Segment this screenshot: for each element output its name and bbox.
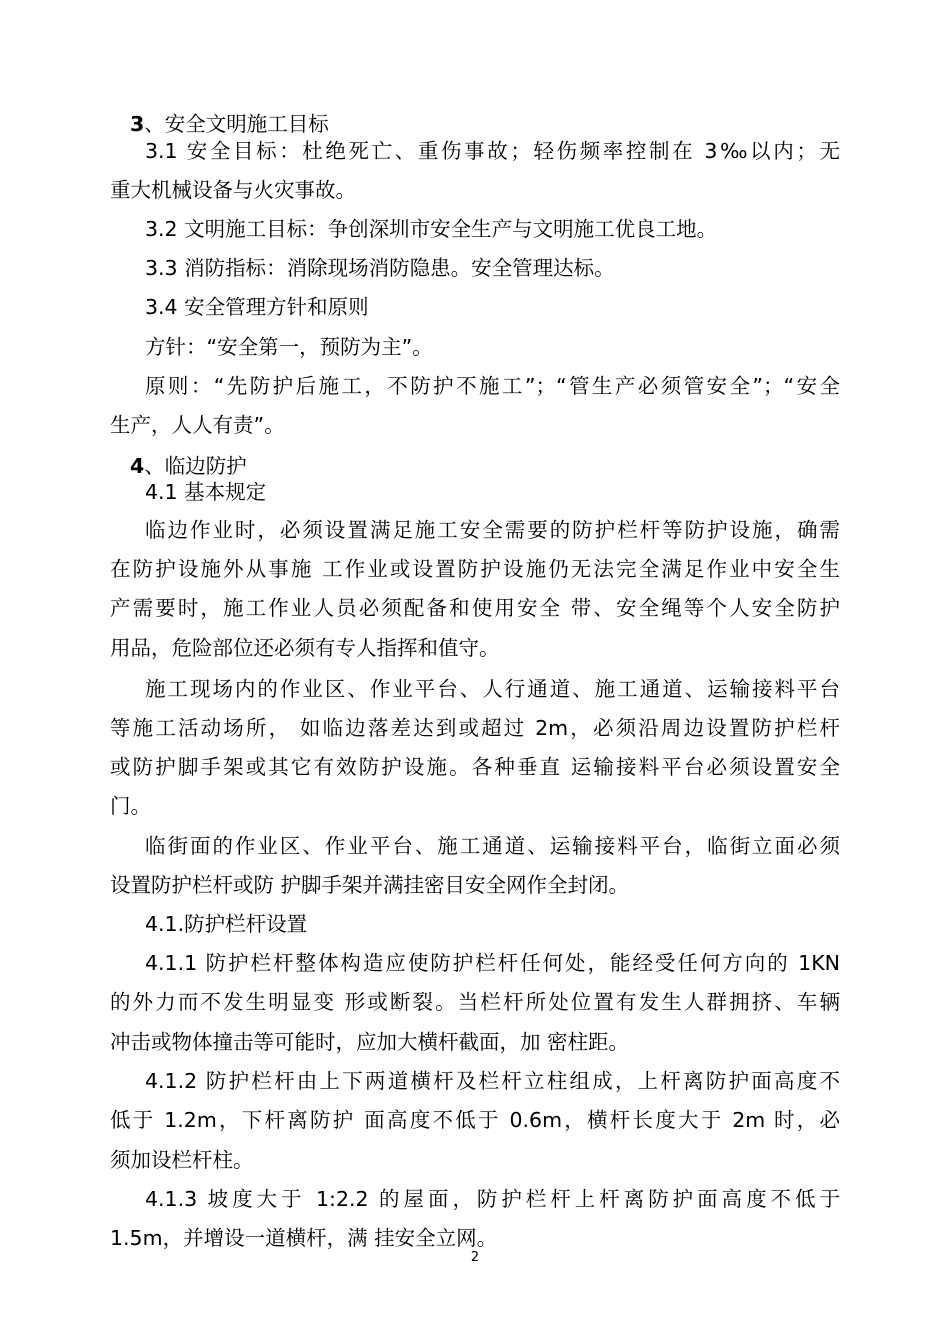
paragraph-line: 4.1.2 防护栏杆由上下两道横杆及栏杆立柱组成，上杆离防护面高度不: [145, 1069, 840, 1093]
paragraph-line: 施工现场内的作业区、作业平台、人行通道、施工通道、运输接料平台: [145, 677, 840, 701]
paragraph-line: 临边作业时，必须设置满足施工安全需要的防护栏杆等防护设施，确需: [145, 518, 840, 542]
paragraph-line: 冲击或物体撞击等可能时，应加大横杆截面，加 密柱距。: [110, 1030, 630, 1054]
paragraph-line: 或防护脚手架或其它有效防护设施。各种垂直 运输接料平台必须设置安全: [110, 755, 840, 779]
paragraph-line: 低于 1.2m，下杆离防护 面高度不低于 0.6m，横杆长度大于 2m 时，必: [110, 1108, 840, 1132]
paragraph-line: 用品，危险部位还必须有专人指挥和值守。: [110, 636, 500, 660]
paragraph-line: 门。: [110, 794, 151, 818]
subsection-title: 4.1 基本规定: [145, 480, 267, 504]
paragraph-line: 3.4 安全管理方针和原则: [145, 295, 369, 319]
subsection-title: 4.1.防护栏杆设置: [145, 912, 308, 936]
paragraph-line: 须加设栏杆柱。: [110, 1148, 254, 1172]
paragraph-line: 4.1.3 坡度大于 1:2.2 的屋面，防护栏杆上杆离防护面高度不低于: [145, 1187, 840, 1211]
paragraph-line: 的外力而不发生明显变 形或断裂。当栏杆所处位置有发生人群拥挤、车辆: [110, 990, 840, 1014]
paragraph-line: 设置防护栏杆或防 护脚手架并满挂密目安全网作全封闭。: [110, 873, 630, 897]
paragraph-line: 在防护设施外从事施 工作业或设置防护设施仍无法完全满足作业中安全生: [110, 557, 840, 581]
paragraph-line: 1.5m，并增设一道横杆，满 挂安全立网。: [110, 1226, 498, 1250]
paragraph-line: 方针：“安全第一，预防为主”。: [145, 335, 433, 359]
paragraph-line: 原则：“先防护后施工，不防护不施工”；“管生产必须管安全”；“安全: [145, 374, 840, 398]
section-3-heading: [130, 110, 840, 138]
paragraph-line: 3.3 消防指标：消除现场消防隐患。安全管理达标。: [145, 256, 615, 280]
paragraph-line: 临街面的作业区、作业平台、施工通道、运输接料平台，临街立面必须: [145, 834, 840, 858]
section-4-title: 、临边防护: [144, 454, 247, 478]
paragraph-line: 重大机械设备与火灾事故。: [110, 178, 356, 202]
section-3-number: 3: [130, 112, 145, 136]
paragraph-line: 4.1.1 防护栏杆整体构造应使防护栏杆任何处，能经受任何方向的 1KN: [145, 951, 840, 975]
section-4-number: 4: [130, 454, 145, 478]
paragraph-line: 3.1 安全目标：杜绝死亡、重伤事故；轻伤频率控制在 3‰以内；无: [145, 139, 840, 163]
paragraph-line: 生产，人人有责”。: [110, 413, 285, 437]
section-4-heading: [130, 452, 840, 480]
paragraph-line: 产需要时，施工作业人员必须配备和使用安全 带、安全绳等个人安全防护: [110, 596, 840, 620]
section-3-title: 、安全文明施工目标: [144, 112, 329, 136]
paragraph-line: 等施工活动场所， 如临边落差达到或超过 2m，必须沿周边设置防护栏杆: [110, 716, 840, 740]
page-number: 2: [470, 1250, 480, 1265]
paragraph-line: 3.2 文明施工目标：争创深圳市安全生产与文明施工优良工地。: [145, 217, 718, 241]
